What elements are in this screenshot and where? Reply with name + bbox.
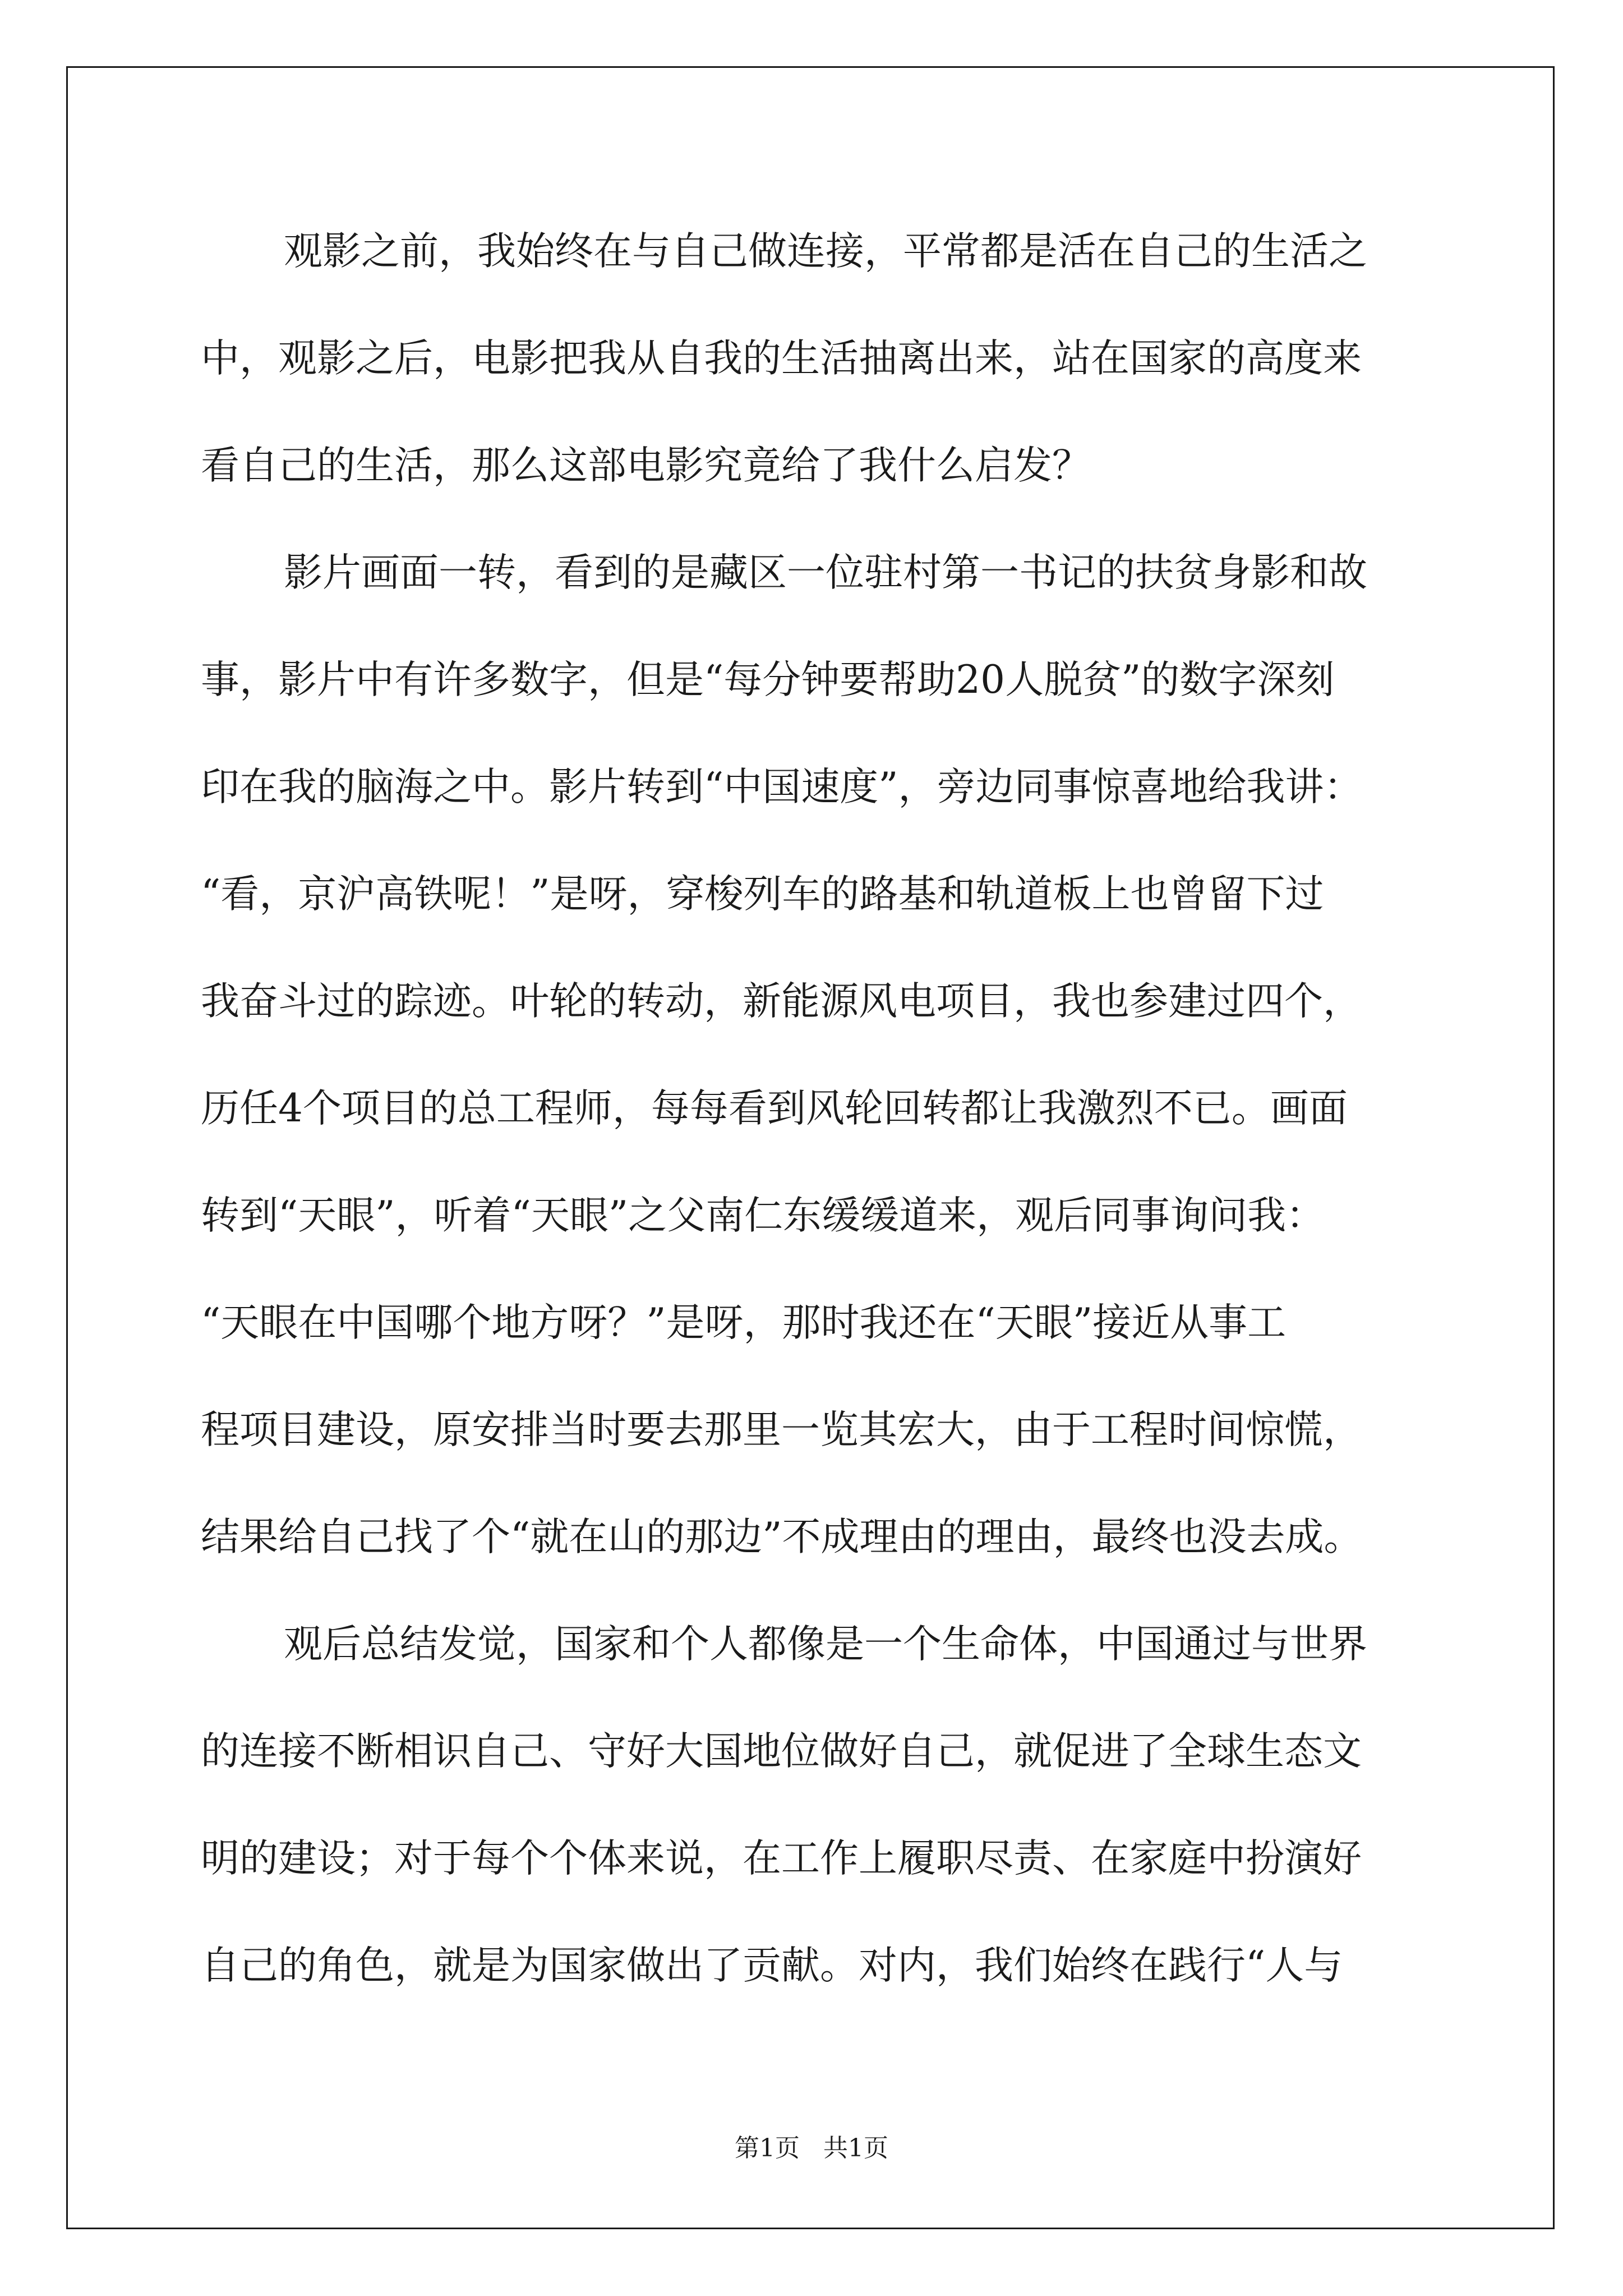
paragraph-2-line-8: “天眼在中国哪个地方呀？”是呀，那时我还在“天眼”接近从事工: [201, 1300, 1287, 1345]
paragraph-3-line-1: 观后总结发觉，国家和个人都像是一个生命体，中国通过与世界: [284, 1622, 1367, 1667]
paragraph-3-line-4: 自己的角色，就是为国家做出了贡献。对内，我们始终在践行“人与: [201, 1943, 1343, 1988]
paragraph-3-line-3: 明的建设；对于每个个体来说，在工作上履职尽责、在家庭中扮演好: [201, 1836, 1362, 1881]
paragraph-1-line-2: 中，观影之后，电影把我从自我的生活抽离出来，站在国家的高度来: [201, 336, 1362, 381]
total-pages: 共1页: [823, 2134, 888, 2162]
paragraph-2-line-1: 影片画面一转，看到的是藏区一位驻村第一书记的扶贫身影和故: [284, 550, 1367, 595]
paragraph-1-line-1: 观影之前，我始终在与自己做连接，平常都是活在自己的生活之: [284, 229, 1367, 274]
page-number: 第1页: [735, 2134, 800, 2162]
paragraph-1-line-3: 看自己的生活，那么这部电影究竟给了我什么启发？: [201, 443, 1091, 488]
paragraph-3-line-2: 的连接不断相识自己、守好大国地位做好自己，就促进了全球生态文: [201, 1729, 1362, 1774]
paragraph-2-line-7: 转到“天眼”，听着“天眼”之父南仁东缓缓道来，观后同事询问我：: [201, 1193, 1325, 1238]
paragraph-2-line-3: 印在我的脑海之中。影片转到“中国速度”，旁边同事惊喜地给我讲：: [201, 765, 1363, 809]
paragraph-2-line-4: “看，京沪高铁呢！”是呀，穿梭列车的路基和轨道板上也曾留下过: [201, 872, 1324, 917]
page-footer: [0, 2132, 1623, 2165]
page-border: [66, 66, 1555, 2229]
paragraph-2-line-6: 历任4个项目的总工程师，每每看到风轮回转都让我激烈不已。画面: [201, 1086, 1348, 1131]
paragraph-2-line-10: 结果给自己找了个“就在山的那边”不成理由的理由，最终也没去成。: [201, 1515, 1363, 1559]
paragraph-2-line-9: 程项目建设，原安排当时要去那里一览其宏大，由于工程时间惊慌，: [201, 1407, 1362, 1452]
paragraph-2-line-2: 事，影片中有许多数字，但是“每分钟要帮助20人脱贫”的数字深刻: [201, 657, 1335, 702]
paragraph-2-line-5: 我奋斗过的踪迹。叶轮的转动，新能源风电项目，我也参建过四个，: [201, 979, 1362, 1024]
